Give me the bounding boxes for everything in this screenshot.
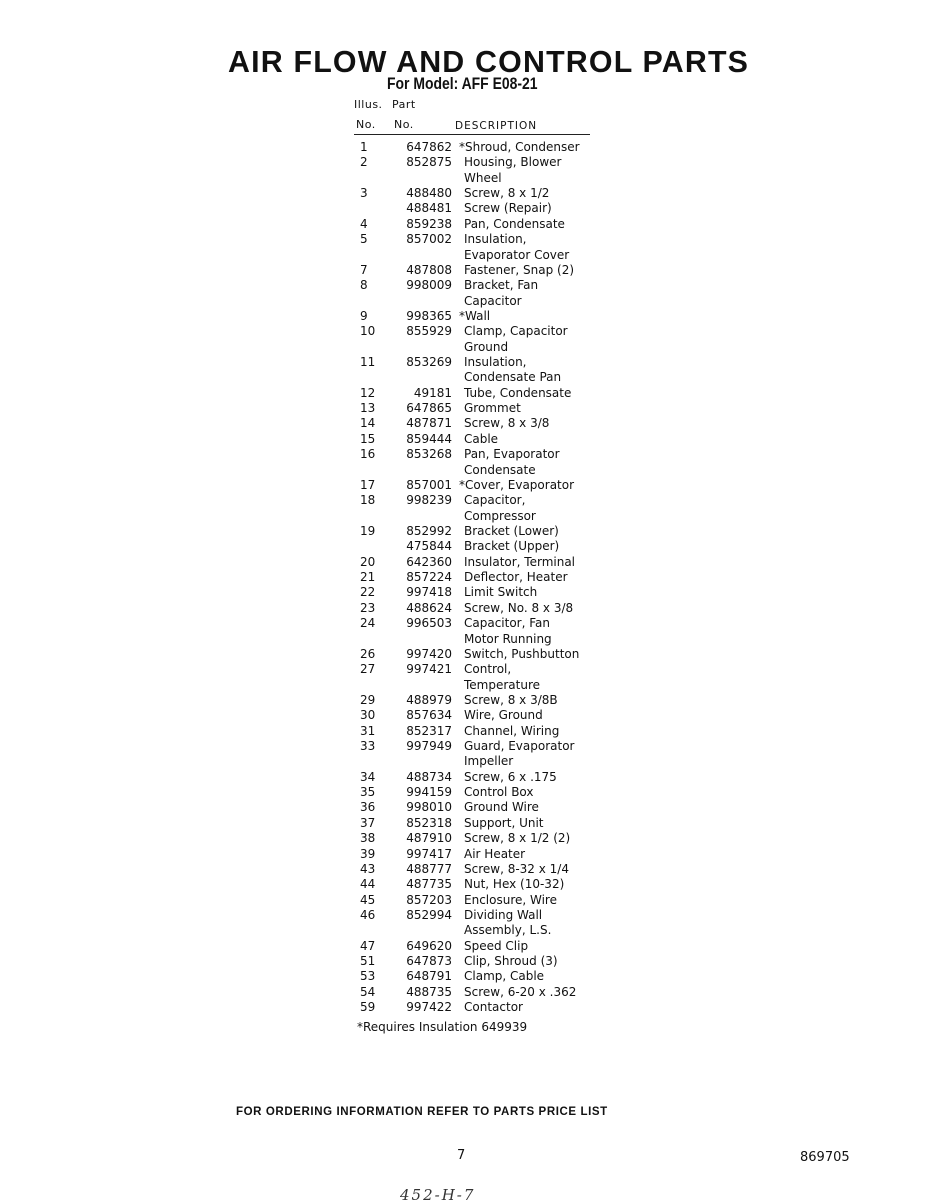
part-number: 998009 — [406, 278, 452, 293]
illus-number: 30 — [360, 708, 376, 723]
illus-number: 27 — [360, 662, 376, 677]
part-number: 642360 — [406, 554, 452, 569]
part-number: 997421 — [406, 662, 452, 677]
description-line: Capacitor, — [464, 493, 526, 508]
table-row — [350, 447, 580, 478]
illus-number: 46 — [360, 907, 376, 922]
table-row — [350, 969, 580, 984]
illus-number — [350, 539, 402, 554]
illus-number: 8 — [360, 278, 368, 293]
part-number: 857224 — [406, 570, 452, 585]
description-line: Grommet — [464, 401, 521, 416]
description-line: Enclosure, Wire — [464, 892, 557, 907]
part-number: 857001 — [406, 477, 452, 492]
part-number: 998239 — [406, 493, 452, 508]
description-line: Motor Running — [464, 631, 552, 646]
part-number: 649620 — [406, 938, 452, 953]
part-number: 487808 — [406, 262, 452, 277]
description-line: Capacitor, Fan — [464, 616, 551, 631]
description-line: Screw, 8 x 1/2 (2) — [464, 831, 571, 846]
part-description — [464, 217, 565, 232]
table-row — [350, 386, 580, 401]
part-description — [464, 201, 552, 216]
part-description — [464, 969, 544, 984]
description-line: Assembly, L.S. — [464, 923, 552, 938]
description-line: Bracket (Upper) — [464, 539, 560, 554]
illus-number: 12 — [360, 385, 376, 400]
description-line: Air Heater — [464, 846, 526, 861]
header-illus-no: No. — [356, 118, 376, 131]
table-row — [350, 616, 580, 647]
page-number: 7 — [457, 1148, 466, 1163]
part-number: 488734 — [406, 769, 452, 784]
table-row — [350, 862, 580, 877]
illus-number: 33 — [360, 739, 376, 754]
description-line: Tube, Condensate — [464, 385, 572, 400]
part-description — [464, 616, 552, 647]
part-number: 488979 — [406, 692, 452, 707]
part-number: 998365 — [406, 308, 452, 323]
table-row — [350, 724, 580, 739]
part-description — [464, 232, 569, 263]
table-row — [350, 601, 580, 616]
page-title: AIR FLOW AND CONTROL PARTS — [228, 44, 750, 79]
part-number: 487910 — [406, 831, 452, 846]
part-description — [464, 186, 549, 201]
illus-number: 14 — [360, 416, 376, 431]
header-part-no: No. — [394, 118, 414, 131]
description-line: Evaporator Cover — [464, 247, 570, 262]
part-description — [464, 985, 576, 1000]
description-line: Condensate — [464, 462, 536, 477]
illus-number: 11 — [360, 355, 376, 370]
illus-number: 19 — [360, 523, 376, 538]
part-number: 487871 — [406, 416, 452, 431]
illus-number: 37 — [360, 815, 376, 830]
part-number: 857203 — [406, 892, 452, 907]
part-description — [464, 432, 498, 447]
description-line: Control Box — [464, 785, 534, 800]
part-description — [464, 401, 521, 416]
part-number: 997949 — [406, 739, 452, 754]
table-row — [350, 893, 580, 908]
part-description — [464, 570, 568, 585]
table-row — [350, 539, 580, 554]
illus-number: 29 — [360, 692, 376, 707]
part-number: 647862 — [406, 140, 452, 154]
table-row — [350, 217, 580, 232]
description-line: Channel, Wiring — [464, 723, 560, 738]
table-row — [350, 432, 580, 447]
part-number: 859238 — [406, 216, 452, 231]
table-row — [350, 785, 580, 800]
part-description — [464, 447, 560, 478]
illus-number: 21 — [360, 570, 376, 585]
table-row — [350, 232, 580, 263]
part-number: 49181 — [413, 385, 452, 400]
description-line: Capacitor — [464, 293, 522, 308]
part-number: 488735 — [406, 984, 452, 999]
part-description — [464, 739, 575, 770]
part-description — [464, 416, 549, 431]
part-number: 997417 — [406, 846, 452, 861]
description-line: Screw, 8 x 3/8 — [464, 416, 550, 431]
part-description — [464, 816, 544, 831]
description-line: Housing, Blower — [464, 155, 562, 170]
description-line: Control, — [464, 662, 512, 677]
table-row — [350, 493, 580, 524]
description-line: Dividing Wall — [464, 907, 543, 922]
part-number: 475844 — [406, 539, 452, 554]
part-number: 852318 — [406, 815, 452, 830]
part-description — [459, 308, 491, 324]
part-number: 998010 — [406, 800, 452, 815]
illus-number: 59 — [360, 1000, 376, 1015]
table-row — [350, 401, 580, 416]
description-line: Clamp, Cable — [464, 969, 545, 984]
description-line: *Shroud, Condenser — [459, 140, 580, 154]
part-number: 648791 — [406, 969, 452, 984]
illus-number: 20 — [360, 554, 376, 569]
illus-number: 4 — [360, 216, 368, 231]
part-number: 857002 — [406, 232, 452, 247]
table-row — [350, 908, 580, 939]
table-row — [350, 524, 580, 539]
table-row — [350, 555, 580, 570]
description-line: Support, Unit — [464, 815, 544, 830]
table-row — [350, 585, 580, 600]
part-description — [464, 908, 551, 939]
illus-number: 51 — [360, 954, 376, 969]
description-line: Fastener, Snap (2) — [464, 262, 575, 277]
table-row — [350, 647, 580, 662]
illus-number: 34 — [360, 769, 376, 784]
part-number: 488777 — [406, 861, 452, 876]
part-number: 488480 — [406, 186, 452, 201]
part-description — [464, 585, 537, 600]
part-description — [464, 785, 534, 800]
part-description — [464, 493, 536, 524]
part-number: 857634 — [406, 708, 452, 723]
description-line: Screw, No. 8 x 3/8 — [464, 600, 574, 615]
part-number: 996503 — [406, 616, 452, 631]
description-line: Speed Clip — [464, 938, 529, 953]
part-description — [464, 770, 557, 785]
part-number: 647873 — [406, 954, 452, 969]
description-line: Bracket (Lower) — [464, 523, 559, 538]
illus-number: 17 — [360, 477, 376, 492]
handwritten-note: 452-H-7 — [400, 1186, 476, 1204]
illus-number: 22 — [360, 585, 376, 600]
table-row — [350, 708, 580, 723]
description-line: Guard, Evaporator — [464, 739, 575, 754]
description-line: Screw, 6-20 x .362 — [464, 984, 577, 999]
table-row — [350, 201, 580, 216]
part-description — [464, 954, 558, 969]
description-line: Clamp, Capacitor — [464, 324, 568, 339]
illus-number: 3 — [360, 186, 368, 201]
description-line: Screw, 8 x 1/2 — [464, 186, 550, 201]
part-number: 852994 — [406, 907, 452, 922]
part-description — [464, 647, 579, 662]
part-description — [464, 847, 525, 862]
illus-number: 43 — [360, 861, 376, 876]
description-line: Screw, 8 x 3/8B — [464, 692, 558, 707]
document-number: 869705 — [800, 1150, 850, 1165]
illus-number: 23 — [360, 600, 376, 615]
part-description — [464, 831, 570, 846]
table-row — [350, 1000, 580, 1015]
table-row — [350, 816, 580, 831]
part-description — [459, 477, 575, 493]
part-description — [464, 155, 561, 186]
footnote: *Requires Insulation 649939 — [357, 1020, 528, 1034]
illus-number: 7 — [360, 262, 368, 277]
table-row — [350, 355, 580, 386]
part-number: 487735 — [406, 877, 452, 892]
table-row — [350, 324, 580, 355]
table-row — [350, 416, 580, 431]
part-number: 997422 — [406, 1000, 452, 1015]
header-illus: Illus. — [354, 98, 383, 111]
part-number: 852317 — [406, 723, 452, 738]
description-line: *Wall — [459, 308, 491, 323]
header-rule — [354, 134, 590, 135]
part-description — [459, 140, 580, 155]
part-description — [464, 601, 573, 616]
description-line: Insulator, Terminal — [464, 554, 576, 569]
illus-number: 9 — [360, 308, 368, 323]
table-row — [350, 140, 580, 155]
part-number: 853269 — [406, 355, 452, 370]
table-row — [350, 478, 580, 493]
table-row — [350, 770, 580, 785]
part-description — [464, 893, 557, 908]
part-description — [464, 1000, 523, 1015]
header-description: DESCRIPTION — [455, 120, 538, 132]
part-description — [464, 278, 538, 309]
part-number: 853268 — [406, 447, 452, 462]
part-description — [464, 324, 568, 355]
part-description — [464, 539, 559, 554]
illus-number: 47 — [360, 938, 376, 953]
description-line: Contactor — [464, 1000, 523, 1015]
part-number: 488624 — [406, 600, 452, 615]
parts-list — [350, 140, 580, 1015]
part-number: 647865 — [406, 401, 452, 416]
description-line: Ground Wire — [464, 800, 539, 815]
illus-number: 38 — [360, 831, 376, 846]
part-description — [464, 800, 539, 815]
illus-number: 35 — [360, 785, 376, 800]
part-number: 994159 — [406, 785, 452, 800]
part-description — [464, 662, 540, 693]
table-row — [350, 985, 580, 1000]
description-line: Cable — [464, 431, 499, 446]
header-part: Part — [392, 98, 416, 111]
description-line: Screw, 8-32 x 1/4 — [464, 861, 569, 876]
table-row — [350, 662, 580, 693]
table-row — [350, 186, 580, 201]
part-description — [464, 555, 575, 570]
part-number: 997418 — [406, 585, 452, 600]
table-row — [350, 739, 580, 770]
description-line: Insulation, — [464, 232, 527, 247]
description-line: Condensate Pan — [464, 370, 562, 385]
model-subtitle: For Model: AFF E08-21 — [387, 74, 538, 93]
illus-number: 31 — [360, 723, 376, 738]
table-row — [350, 263, 580, 278]
description-line: Bracket, Fan — [464, 278, 539, 293]
part-number: 859444 — [406, 431, 452, 446]
ordering-note: FOR ORDERING INFORMATION REFER TO PARTS PRICE LIST — [236, 1106, 608, 1118]
part-description — [464, 263, 574, 278]
description-line: Limit Switch — [464, 585, 538, 600]
part-description — [464, 708, 543, 723]
part-description — [464, 355, 561, 386]
description-line: Insulation, — [464, 355, 527, 370]
illus-number: 45 — [360, 892, 376, 907]
illus-number: 15 — [360, 431, 376, 446]
description-line: Ground — [464, 339, 509, 354]
table-row — [350, 847, 580, 862]
illus-number: 1 — [360, 140, 368, 154]
illus-number: 5 — [360, 232, 368, 247]
description-line: Temperature — [464, 677, 541, 692]
illus-number: 16 — [360, 447, 376, 462]
table-row — [350, 278, 580, 309]
description-line: Wire, Ground — [464, 708, 543, 723]
description-line: Compressor — [464, 508, 536, 523]
description-line: Pan, Condensate — [464, 216, 565, 231]
description-line: Screw, 6 x .175 — [464, 769, 557, 784]
part-description — [464, 862, 569, 877]
illus-number: 13 — [360, 401, 376, 416]
part-number: 852992 — [406, 523, 452, 538]
description-line: Nut, Hex (10-32) — [464, 877, 565, 892]
illus-number: 36 — [360, 800, 376, 815]
part-number: 852875 — [406, 155, 452, 170]
part-number: 997420 — [406, 646, 452, 661]
part-number: 488481 — [406, 201, 452, 216]
illus-number: 39 — [360, 846, 376, 861]
part-description — [464, 877, 564, 892]
part-description — [464, 524, 559, 539]
description-line: Pan, Evaporator — [464, 447, 560, 462]
part-description — [464, 939, 528, 954]
part-description — [464, 724, 559, 739]
part-description — [464, 386, 571, 401]
table-row — [350, 155, 580, 186]
table-row — [350, 877, 580, 892]
description-line: *Cover, Evaporator — [459, 477, 575, 492]
illus-number: 26 — [360, 646, 376, 661]
table-row — [350, 954, 580, 969]
description-line: Wheel — [464, 170, 502, 185]
illus-number: 10 — [360, 324, 376, 339]
illus-number: 54 — [360, 984, 376, 999]
description-line: Switch, Pushbutton — [464, 646, 580, 661]
table-row — [350, 939, 580, 954]
illus-number: 18 — [360, 493, 376, 508]
table-row — [350, 693, 580, 708]
illus-number: 24 — [360, 616, 376, 631]
table-row — [350, 309, 580, 324]
description-line: Screw (Repair) — [464, 201, 552, 216]
description-line: Clip, Shroud (3) — [464, 954, 558, 969]
table-row — [350, 800, 580, 815]
illus-number: 2 — [360, 155, 368, 170]
part-number: 855929 — [406, 324, 452, 339]
illus-number: 44 — [360, 877, 376, 892]
table-row — [350, 570, 580, 585]
table-row — [350, 831, 580, 846]
description-line: Impeller — [464, 754, 514, 769]
illus-number: 53 — [360, 969, 376, 984]
illus-number — [350, 201, 402, 216]
description-line: Deflector, Heater — [464, 570, 568, 585]
part-description — [464, 693, 558, 708]
